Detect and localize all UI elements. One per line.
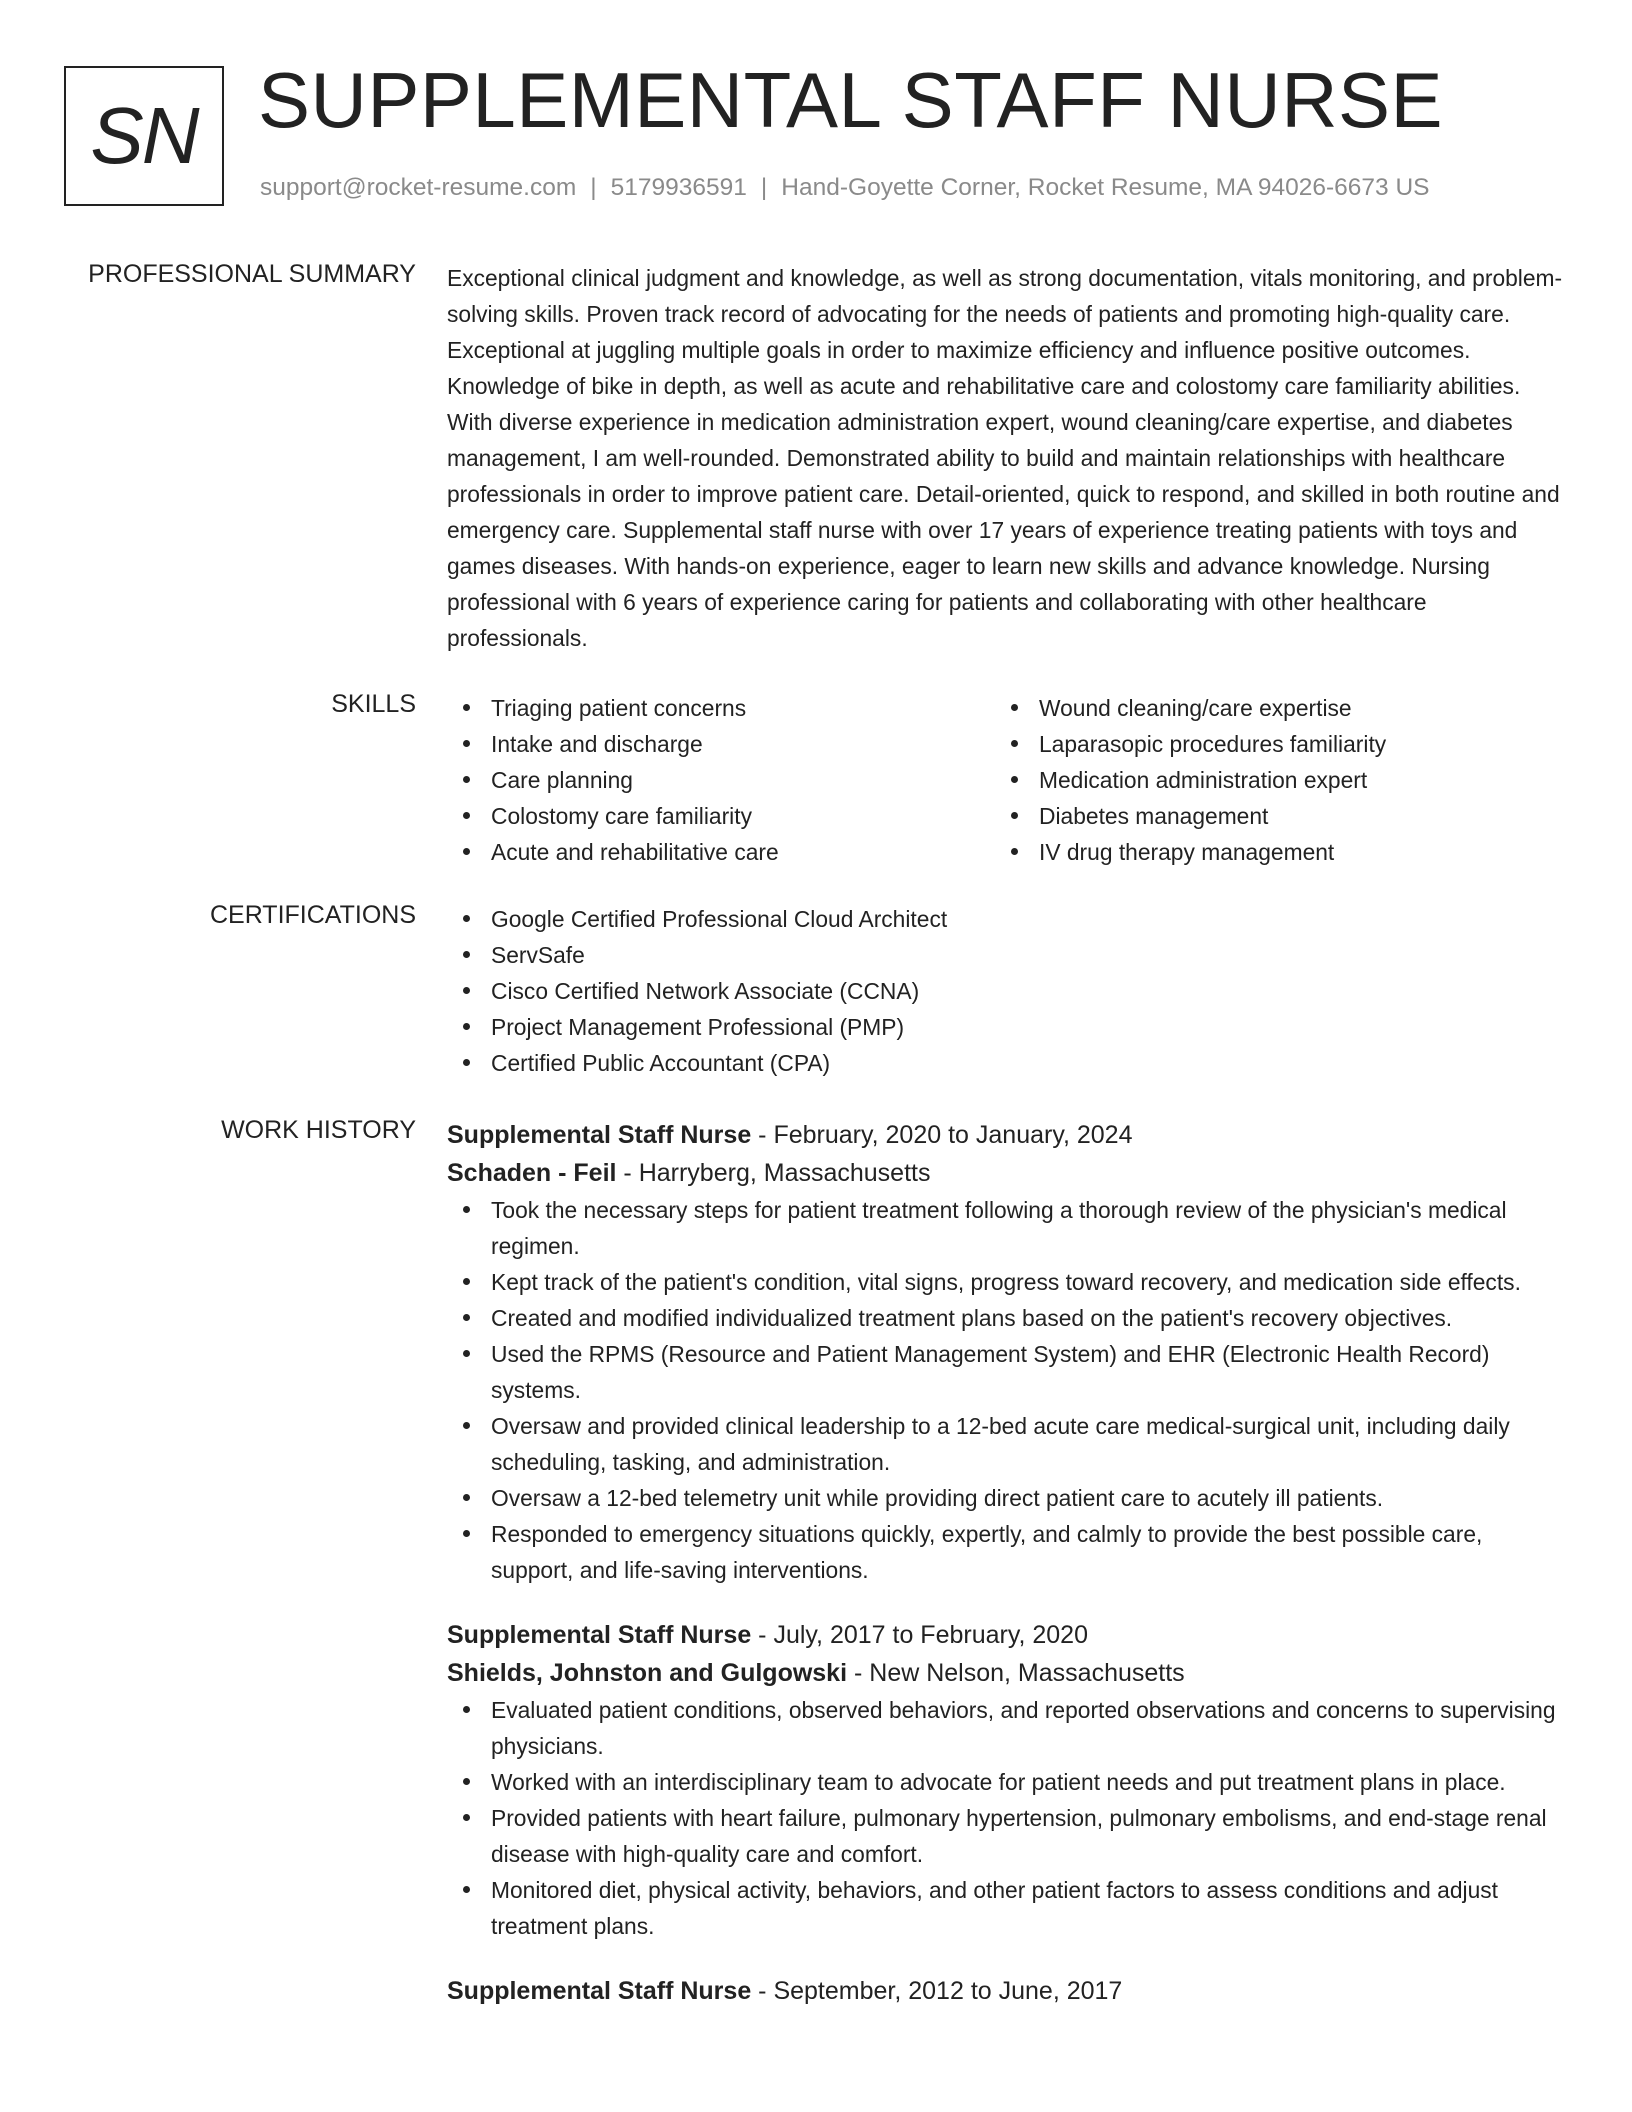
skill-item: Wound cleaning/care expertise <box>995 690 1543 726</box>
skills-columns <box>447 690 1567 870</box>
job-location: - Harryberg, Massachusetts <box>616 1159 931 1187</box>
certification-item: Project Management Professional (PMP) <box>447 1009 1567 1045</box>
skill-item: Triaging patient concerns <box>447 690 995 726</box>
job-dates: - July, 2017 to February, 2020 <box>751 1621 1088 1649</box>
skills-heading: SKILLS <box>331 690 416 718</box>
job-title-line <box>447 1116 1567 1154</box>
job-employer: Shields, Johnston and Gulgowski <box>447 1659 848 1687</box>
skill-item: Acute and rehabilitative care <box>447 834 995 870</box>
summary-text: Exceptional clinical judgment and knowledge, as well as strong documentation, vitals monitoring, and problem-solving skills. Proven track record of advocating for the needs of patients and promoting high-quality care. Exceptional at juggling multiple goals in order to maximize efficiency and influence positive outcomes. Knowledge of bike in depth, as well as acute and rehabilitative care and colostomy care familiarity abilities. With diverse experience in medication administration expert, wound cleaning/care expertise, and diabetes management, I am well-rounded. Demonstrated ability to build and maintain relationships with healthcare professionals in order to improve patient care. Detail-oriented, quick to respond, and skilled in both routine and emergency care. Supplemental staff nurse with over 17 years of experience treating patients with toys and games diseases. With hands-on experience, eager to learn new skills and advance knowledge. Nursing professional with 6 years of experience caring for patients and collaborating with other healthcare professionals. <box>447 265 1563 651</box>
contact-line <box>260 174 1430 202</box>
skill-item: Care planning <box>447 762 995 798</box>
skill-item: Intake and discharge <box>447 726 995 762</box>
job-duty-item: Responded to emergency situations quickly, expertly, and calmly to provide the best possible care, support, and life-saving interventions. <box>447 1516 1567 1588</box>
job-employer-line <box>447 1654 1567 1692</box>
work-history-body <box>447 1116 1567 2038</box>
job-duty-item: Oversaw a 12-bed telemetry unit while providing direct patient care to acutely ill patients. <box>447 1480 1567 1516</box>
job-duty-item: Evaluated patient conditions, observed behaviors, and reported observations and concerns to supervising physicians. <box>447 1692 1567 1764</box>
job-duties-list <box>447 1192 1567 1588</box>
job-location: - New Nelson, Massachusetts <box>847 1659 1185 1687</box>
job-duty-item: Monitored diet, physical activity, behaviors, and other patient factors to assess conditions and adjust treatment plans. <box>447 1872 1567 1944</box>
job-title-line <box>447 1972 1567 2010</box>
job-duty-item: Used the RPMS (Resource and Patient Management System) and EHR (Electronic Health Record) systems. <box>447 1336 1567 1408</box>
skill-item: Laparasopic procedures familiarity <box>995 726 1543 762</box>
job-duty-item: Worked with an interdisciplinary team to advocate for patient needs and put treatment plans in place. <box>447 1764 1567 1800</box>
address-text: Hand-Goyette Corner, Rocket Resume, MA 94026-6673 US <box>781 174 1430 201</box>
job-entry <box>447 1972 1567 2010</box>
page-title: SUPPLEMENTAL STAFF NURSE <box>258 56 1444 144</box>
summary-body <box>447 260 1567 656</box>
job-duty-item: Oversaw and provided clinical leadership to a 12-bed acute care medical-surgical unit, including daily scheduling, tasking, and administration. <box>447 1408 1567 1480</box>
summary-heading: PROFESSIONAL SUMMARY <box>88 260 416 288</box>
job-title: Supplemental Staff Nurse <box>447 1977 752 2005</box>
job-employer-line <box>447 1154 1567 1192</box>
skill-item: IV drug therapy management <box>995 834 1543 870</box>
job-title: Supplemental Staff Nurse <box>447 1121 752 1149</box>
job-dates: - February, 2020 to January, 2024 <box>751 1121 1133 1149</box>
phone-text: 5179936591 <box>610 174 747 201</box>
job-title: Supplemental Staff Nurse <box>447 1621 752 1649</box>
job-duty-item: Created and modified individualized treatment plans based on the patient's recovery objectives. <box>447 1300 1567 1336</box>
job-dates: - September, 2012 to June, 2017 <box>751 1977 1123 2005</box>
job-duties-list <box>447 1692 1567 1944</box>
certifications-heading: CERTIFICATIONS <box>209 901 416 929</box>
certification-item: ServSafe <box>447 937 1567 973</box>
certification-item: Cisco Certified Network Associate (CCNA) <box>447 973 1567 1009</box>
job-entry <box>447 1116 1567 1588</box>
job-employer: Schaden - Feil <box>447 1159 617 1187</box>
contact-separator: | <box>590 174 597 201</box>
certification-item: Google Certified Professional Cloud Architect <box>447 901 1567 937</box>
certifications-list <box>447 901 1567 1081</box>
certifications-body <box>447 901 1567 1081</box>
job-duty-item: Took the necessary steps for patient treatment following a thorough review of the physician's medical regimen. <box>447 1192 1567 1264</box>
skill-item: Colostomy care familiarity <box>447 798 995 834</box>
monogram-badge: SN <box>64 66 224 206</box>
skill-item: Diabetes management <box>995 798 1543 834</box>
job-duty-item: Provided patients with heart failure, pulmonary hypertension, pulmonary embolisms, and end-stage renal disease with high-quality care and comfort. <box>447 1800 1567 1872</box>
job-duty-item: Kept track of the patient's condition, vital signs, progress toward recovery, and medication side effects. <box>447 1264 1567 1300</box>
email-text: support@rocket-resume.com <box>260 174 577 201</box>
work-history-heading: WORK HISTORY <box>221 1116 416 1144</box>
certification-item: Certified Public Accountant (CPA) <box>447 1045 1567 1081</box>
skills-list-left <box>447 690 995 870</box>
skills-list-right <box>995 690 1543 870</box>
skill-item: Medication administration expert <box>995 762 1543 798</box>
job-title-line <box>447 1616 1567 1654</box>
job-entry <box>447 1616 1567 1944</box>
contact-separator: | <box>760 174 768 201</box>
